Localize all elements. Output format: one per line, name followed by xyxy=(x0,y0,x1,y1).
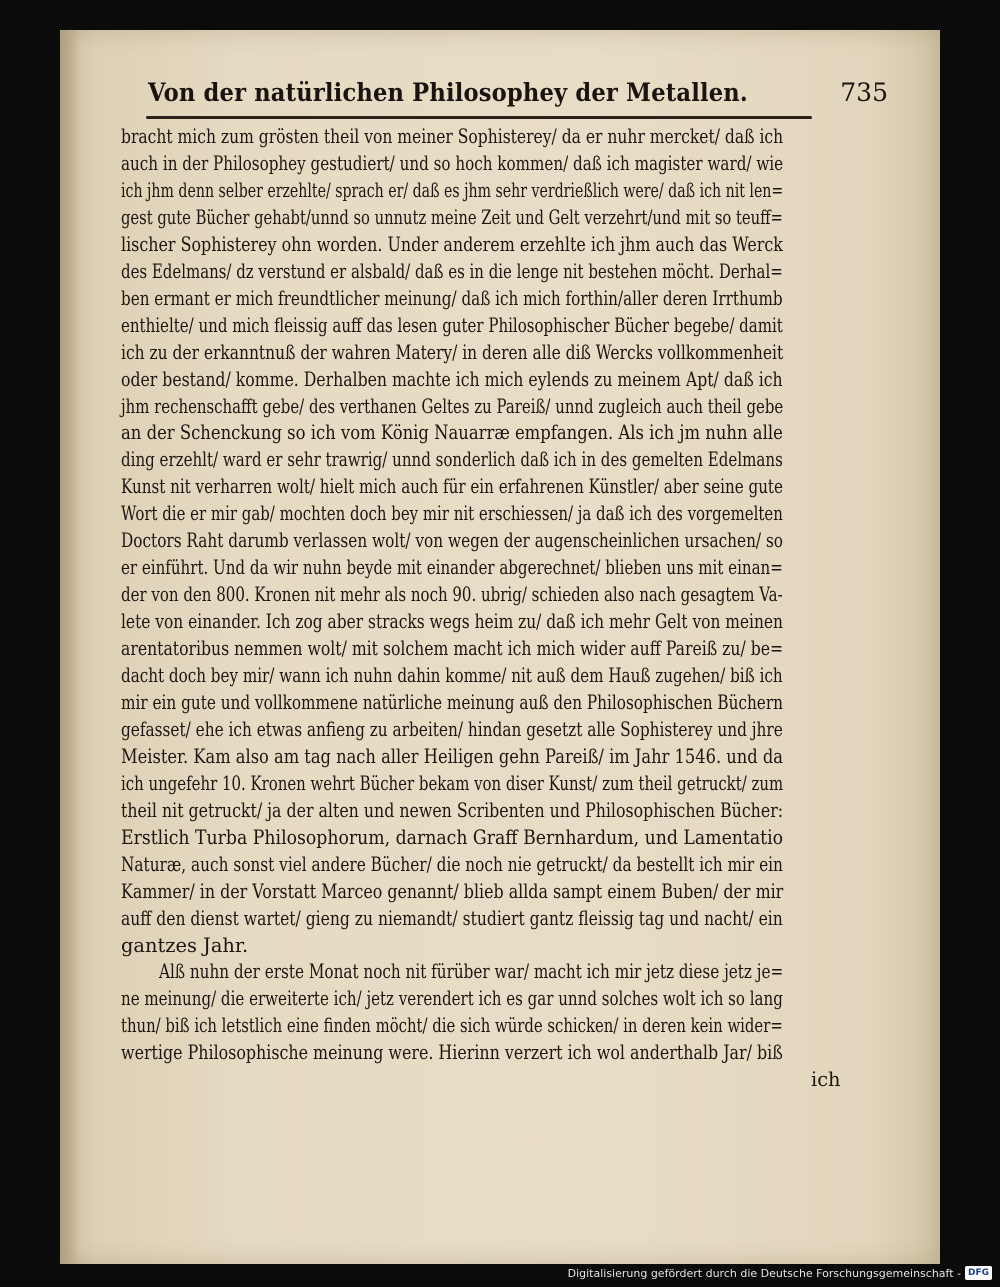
text-line: ich zu der erkanntnuß der wahren Matery/ in deren alle diß Wercks vollkommenheit xyxy=(121,340,784,364)
text-line: der von den 800. Kronen nit mehr als noch 90. ubrig/ schieden also nach gesagtem Va- xyxy=(121,583,783,607)
text-line: Kunst nit verharren wolt/ hielt mich auch für ein erfahrenen Künstler/ aber seine gute xyxy=(121,475,783,499)
text-line: oder bestand/ komme. Derhalben machte ich mich eylends zu meinem Apt/ daß ich xyxy=(121,367,783,391)
text-line: Kammer/ in der Vorstatt Marceo genannt/ blieb allda sampt einem Buben/ der mir xyxy=(121,879,784,903)
text-line: bracht mich zum grösten theil von meiner Sophisterey/ da er nuhr mercket/ daß ich xyxy=(121,125,784,148)
text-line: ich ungefehr 10. Kronen wehrt Bücher bekam von diser Kunst/ zum theil getruckt/ zum xyxy=(121,771,784,795)
text-line: Erstlich Turba Philosophorum, darnach Graff Bernhardum, und Lamentatio xyxy=(121,825,784,849)
text-line: wertige Philosophische meinung were. Hierinn verzert ich wol anderthalb Jar/ biß xyxy=(121,1041,783,1065)
text-line: gest gute Bücher gehabt/unnd so unnutz meine Zeit und Gelt verzehrt/und mit so teuff= xyxy=(121,205,783,229)
book-page xyxy=(60,30,940,1264)
text-line: gantzes Jahr. xyxy=(121,933,249,957)
text-line: lischer Sophisterey ohn worden. Under anderem erzehlte ich jhm auch das Werck xyxy=(121,232,783,256)
text-line: Alß nuhn der erste Monat noch nit fürüber war/ macht ich mir jetz diese jetz je= xyxy=(159,960,784,984)
page-number: 735 xyxy=(840,78,888,107)
text-line: an der Schenckung so ich vom König Nauarræ empfangen. Als ich jm nuhn alle xyxy=(121,421,783,445)
text-line: ich xyxy=(811,1068,841,1092)
text-line: ding erzehlt/ ward er sehr trawrig/ unnd sonderlich daß ich in des gemelten Edelmans xyxy=(121,448,783,472)
text-line: auff den dienst wartet/ gieng zu niemandt/ studiert gantz fleissig tag und nacht/ ein xyxy=(121,906,783,930)
text-line: theil nit getruckt/ ja der alten und newen Scribenten und Philosophischen Bücher: xyxy=(121,798,784,822)
dfg-logo: DFG xyxy=(965,1266,992,1280)
text-line: auch in der Philosophey gestudiert/ und so hoch kommen/ daß ich magister ward/ wie xyxy=(121,151,784,175)
text-line: ich jhm denn selber erzehlte/ sprach er/ daß es jhm sehr verdrießlich were/ daß ich nit len= xyxy=(121,178,784,202)
text-line: Meister. Kam also am tag nach aller Heiligen gehn Pareiß/ im Jahr 1546. und da xyxy=(121,744,783,768)
text-line: enthielte/ und mich fleissig auff das lesen guter Philosophischer Bücher begebe/ damit xyxy=(121,313,783,337)
text-line: mir ein gute und vollkommene natürliche meinung auß den Philosophischen Büchern xyxy=(121,690,783,714)
text-line: arentatoribus nemmen wolt/ mit solchem macht ich mich wider auff Pareiß zu/ be= xyxy=(121,637,784,661)
text-line: jhm rechenschafft gebe/ des verthanen Geltes zu Pareiß/ unnd zugleich auch theil gebe xyxy=(121,394,784,418)
text-line: gefasset/ ehe ich etwas anfieng zu arbeiten/ hindan gesetzt alle Sophisterey und jhre xyxy=(121,717,783,741)
text-line: des Edelmans/ dz verstund er alsbald/ daß es in die lenge nit bestehen möcht. Derhal= xyxy=(121,259,783,283)
credit-text: Digitalisierung gefördert durch die Deutsche Forschungsgemeinschaft - xyxy=(567,1266,961,1280)
running-header xyxy=(148,76,888,116)
digitization-credit xyxy=(568,1265,992,1281)
text-line: ben ermant er mich freundtlicher meinung/ daß ich mich forthin/aller deren Irrthumb xyxy=(121,286,783,310)
header-rule xyxy=(146,116,812,119)
text-line: Doctors Raht darumb verlassen wolt/ von wegen der augenscheinlichen ursachen/ so xyxy=(121,529,784,553)
running-title: Von der natürlichen Philosophey der Metallen. xyxy=(148,78,748,107)
text-line: Naturæ, auch sonst viel andere Bücher/ die noch nie getruckt/ da bestellt ich mir ein xyxy=(121,852,783,876)
text-line: Wort die er mir gab/ mochten doch bey mir nit erschiessen/ ja daß ich des vorgemelten xyxy=(121,502,783,526)
text-line: dacht doch bey mir/ wann ich nuhn dahin komme/ nit auß dem Hauß zugehen/ biß ich xyxy=(121,664,783,687)
text-line: thun/ biß ich letstlich eine finden möcht/ die sich würde schicken/ in deren kein wider= xyxy=(121,1014,783,1038)
text-line: lete von einander. Ich zog aber stracks wegs heim zu/ daß ich mehr Gelt von meinen xyxy=(121,610,783,634)
text-line: ne meinung/ die erweiterte ich/ jetz verendert ich es gar unnd solches wolt ich so lang xyxy=(121,987,783,1011)
text-line: er einführt. Und da wir nuhn beyde mit einander abgerechnet/ blieben uns mit einan= xyxy=(121,556,783,580)
